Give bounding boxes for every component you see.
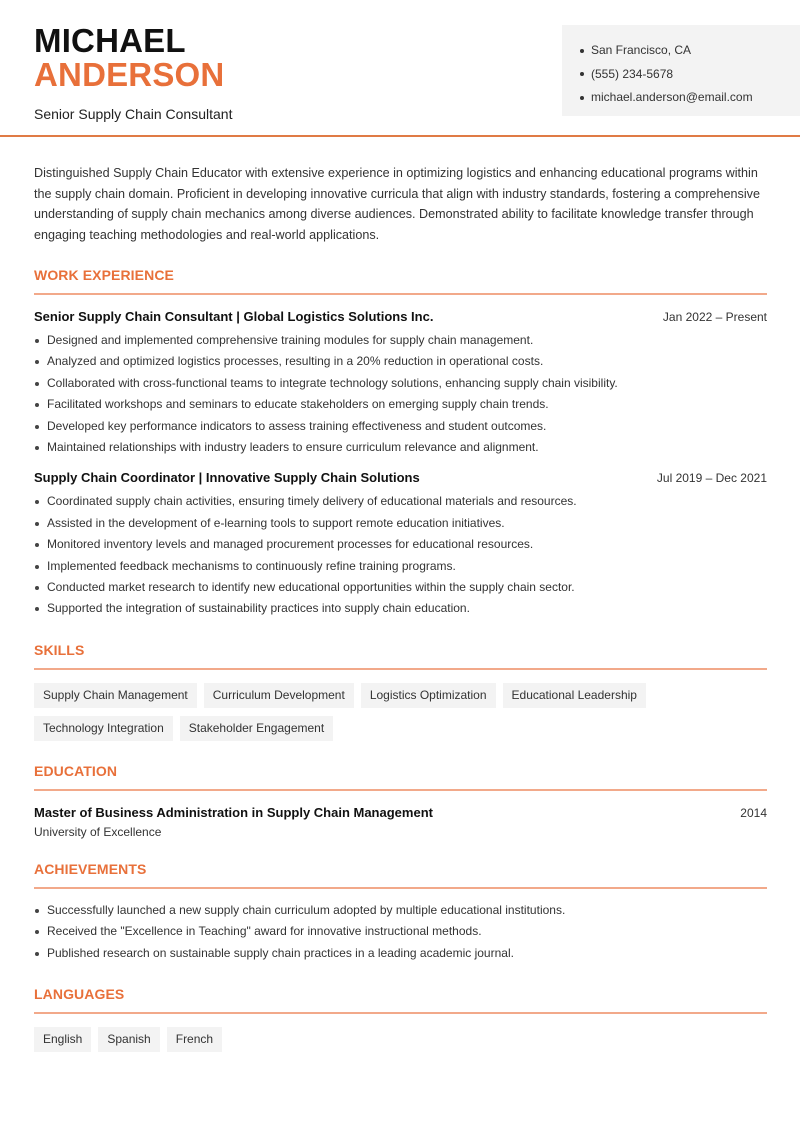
skill-tag: Curriculum Development (204, 683, 354, 708)
list-item: Received the "Excellence in Teaching" award for innovative instructional methods. (34, 921, 767, 942)
contact-email: michael.anderson@email.com (580, 86, 800, 110)
bullet-icon (580, 49, 584, 53)
job-date: Jul 2019 – Dec 2021 (656, 471, 767, 486)
job-title: Senior Supply Chain Consultant (34, 106, 233, 122)
list-item: Published research on sustainable supply chain practices in a leading academic journal. (34, 943, 767, 964)
job-bullets (34, 491, 767, 619)
language-tag: Spanish (98, 1027, 159, 1052)
list-item: Supported the integration of sustainability practices into supply chain education. (34, 598, 767, 619)
list-item: Conducted market research to identify new educational opportunities within the supply chain sector. (34, 577, 767, 598)
skills-tags (34, 683, 674, 741)
resume-header (0, 0, 800, 137)
language-tags (34, 1027, 674, 1052)
language-tag: English (34, 1027, 91, 1052)
education-school: University of Excellence (34, 824, 162, 839)
job-entry (34, 309, 767, 458)
skill-tag: Educational Leadership (503, 683, 646, 708)
first-name: MICHAEL (34, 22, 186, 59)
summary: Distinguished Supply Chain Educator with extensive experience in optimizing logistics and enhancing educational programs within the supply chain domain. Proficient in developing innovative curricula that align with industry standards, fostering a comprehensive understanding of supply chain mechanics among diverse audiences. Demonstrated ability to facilitate knowledge transfer through engaging teaching methodologies and real-world applications. (34, 166, 760, 242)
contact-box (562, 25, 800, 116)
list-item: Maintained relationships with industry leaders to ensure curriculum relevance and alignment. (34, 437, 767, 458)
education-degree: Master of Business Administration in Supply Chain Management (34, 804, 433, 820)
job-date: Jan 2022 – Present (662, 310, 767, 324)
job-bullets (34, 330, 767, 458)
skill-tag: Supply Chain Management (34, 683, 197, 708)
education-year: 2014 (740, 805, 767, 820)
list-item: Assisted in the development of e-learning tools to support remote education initiatives. (34, 513, 767, 534)
section-title-education: EDUCATION (34, 763, 767, 791)
job-role: Supply Chain Coordinator | Innovative Supply Chain Solutions (34, 470, 420, 486)
section-title-achievements: ACHIEVEMENTS (34, 861, 767, 889)
job-entry (34, 470, 767, 619)
list-item: Designed and implemented comprehensive training modules for supply chain management. (34, 330, 767, 351)
contact-phone: (555) 234-5678 (580, 63, 800, 87)
bullet-icon (580, 96, 584, 100)
section-title-work-experience: WORK EXPERIENCE (34, 267, 767, 295)
section-title-languages: LANGUAGES (34, 986, 767, 1014)
list-item: Developed key performance indicators to assess training effectiveness and student outcomes. (34, 416, 767, 437)
education-entry (34, 805, 767, 820)
language-tag: French (167, 1027, 222, 1052)
skill-tag: Technology Integration (34, 716, 173, 741)
bullet-icon (580, 72, 584, 76)
resume-body (0, 163, 800, 1052)
list-item: Collaborated with cross-functional teams to integrate technology solutions, enhancing supply chain visibility. (34, 373, 767, 394)
list-item: Implemented feedback mechanisms to continuously refine training programs. (34, 556, 767, 577)
achievements-list (34, 900, 767, 964)
job-role: Senior Supply Chain Consultant | Global Logistics Solutions Inc. (34, 309, 434, 324)
list-item: Coordinated supply chain activities, ensuring timely delivery of educational materials and resources. (34, 491, 767, 512)
section-title-skills: SKILLS (34, 642, 767, 670)
list-item: Analyzed and optimized logistics processes, resulting in a 20% reduction in operational costs. (34, 351, 767, 372)
skill-tag: Stakeholder Engagement (180, 716, 333, 741)
list-item: Successfully launched a new supply chain curriculum adopted by multiple educational institutions. (34, 900, 767, 921)
skill-tag: Logistics Optimization (361, 683, 496, 708)
list-item: Facilitated workshops and seminars to educate stakeholders on emerging supply chain trends. (34, 394, 767, 415)
contact-location: San Francisco, CA (580, 39, 800, 63)
last-name: ANDERSON (34, 56, 225, 93)
list-item: Monitored inventory levels and managed procurement processes for educational resources. (34, 534, 767, 555)
name-block (34, 24, 232, 122)
